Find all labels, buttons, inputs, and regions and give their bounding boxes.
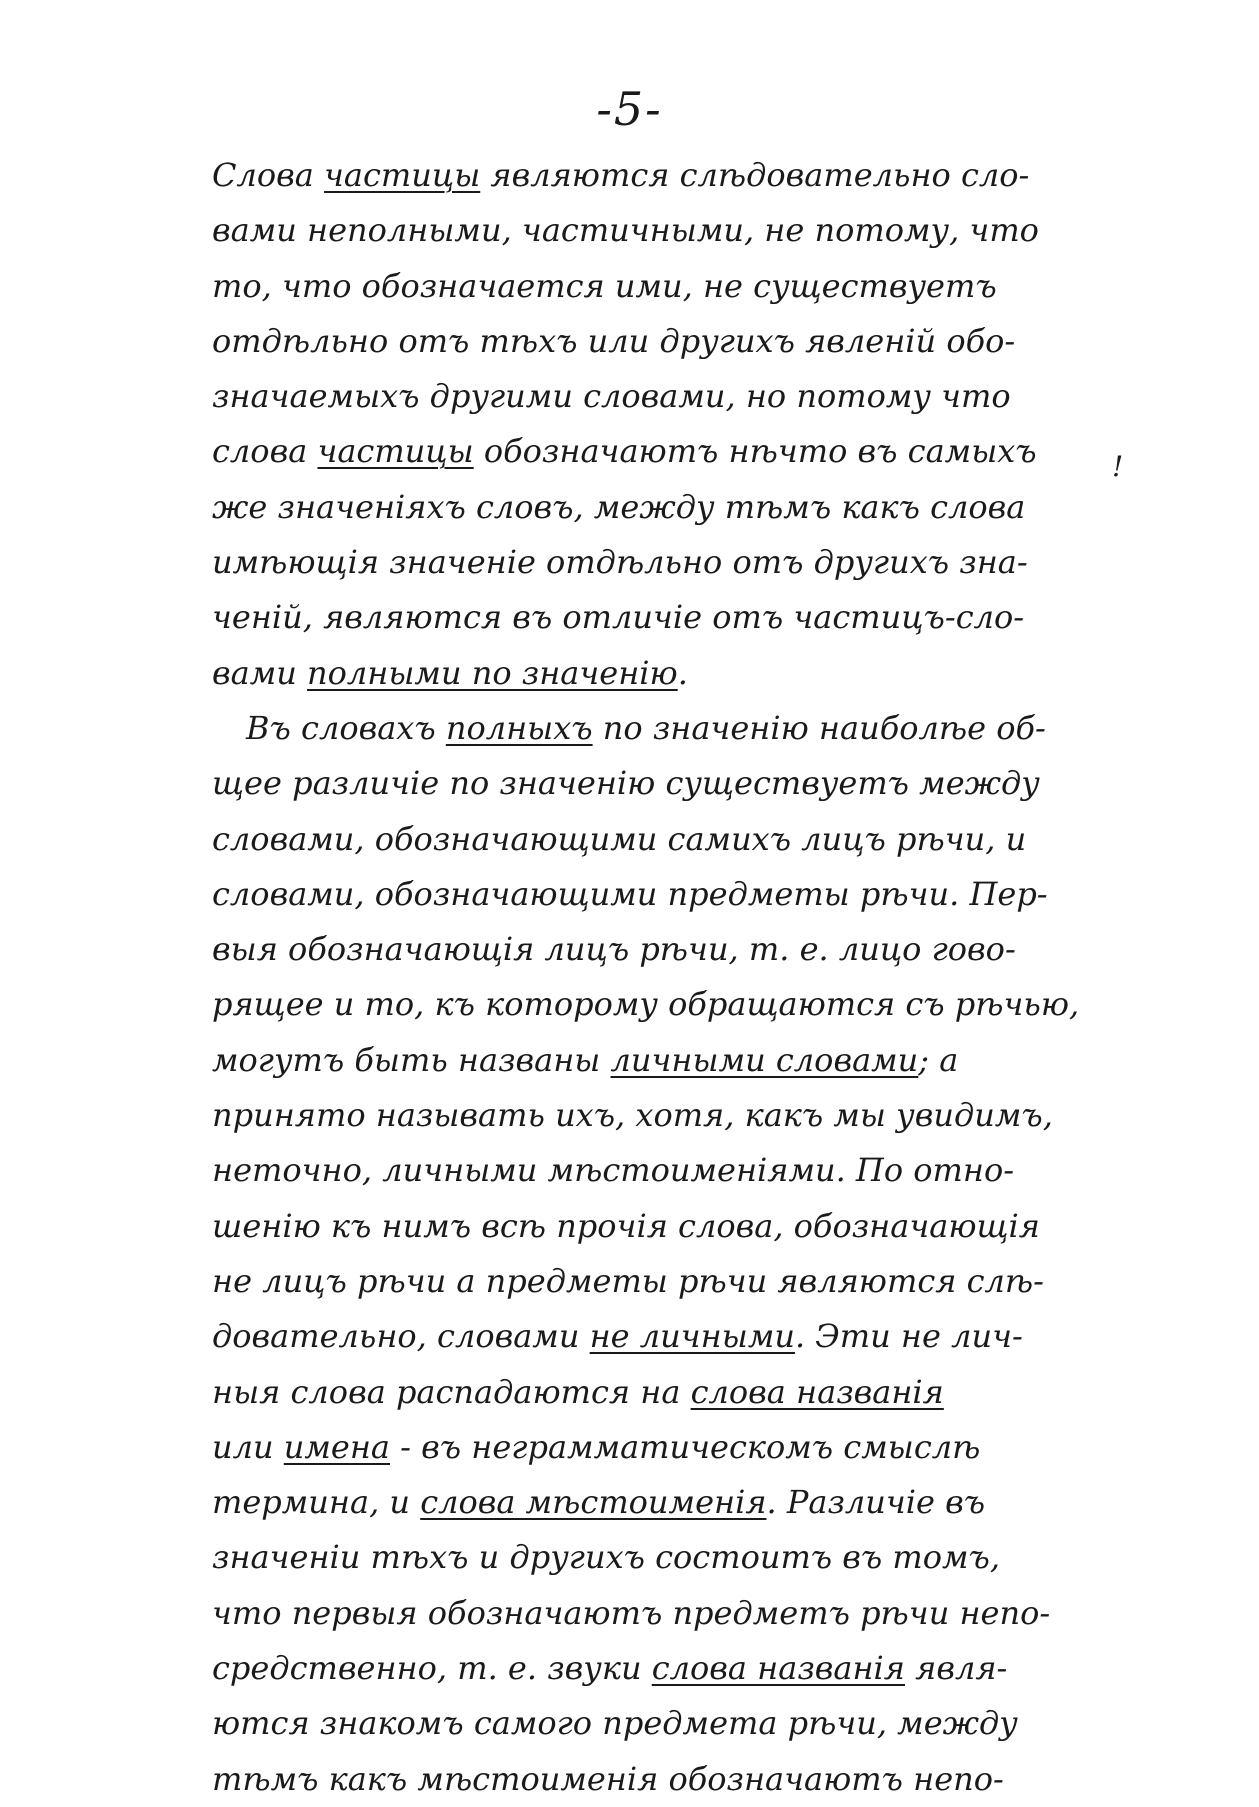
text-line — [212, 148, 1112, 203]
text-segment: слова — [212, 432, 318, 471]
text-segment: . — [677, 653, 688, 692]
text-segment: могутъ быть названы — [212, 1040, 611, 1079]
text-line — [212, 646, 1112, 701]
text-line — [212, 1586, 1112, 1641]
underlined-term: полными по значенію — [307, 653, 678, 692]
text-segment: щее различіе по значенію существуетъ между — [212, 764, 1040, 803]
text-segment: . Эти не лич- — [794, 1317, 1023, 1356]
underlined-term: слова названія — [690, 1372, 944, 1411]
text-line — [212, 1696, 1112, 1751]
underlined-term: частицы — [317, 432, 474, 471]
text-line — [212, 867, 1112, 922]
text-line — [212, 314, 1112, 369]
text-line — [212, 1365, 1112, 1420]
text-line — [212, 424, 1112, 479]
text-line — [212, 1254, 1112, 1309]
underlined-term: слова мѣстоименія — [420, 1483, 767, 1522]
text-line — [212, 1309, 1112, 1364]
text-line — [212, 480, 1112, 535]
margin-mark: ! — [1112, 450, 1124, 483]
underlined-term: слова названія — [651, 1649, 905, 1688]
text-line — [212, 701, 1112, 756]
page-number: -5- — [596, 82, 663, 136]
text-segment: рящее и то, къ которому обращаются съ рѣчью, — [212, 985, 1080, 1024]
text-line — [212, 1530, 1112, 1585]
text-line — [212, 812, 1112, 867]
text-segment: термина, и — [212, 1483, 421, 1522]
underlined-term: частицы — [324, 156, 481, 194]
handwritten-text-block — [212, 148, 1112, 1807]
text-segment: словами, обозначающими самихъ лицъ рѣчи, и — [212, 819, 1027, 858]
text-line — [212, 1420, 1112, 1475]
text-segment: значеніи тѣхъ и другихъ состоитъ въ томъ, — [212, 1538, 1001, 1577]
text-line — [212, 977, 1112, 1032]
text-segment: то, что обозначается ими, не существуетъ — [212, 266, 997, 305]
text-segment: . Различіе въ — [766, 1483, 986, 1522]
text-line — [212, 1475, 1112, 1530]
text-segment: средственно, т. е. звуки — [212, 1649, 652, 1688]
text-segment: же значеніяхъ словъ, между тѣмъ какъ слова — [212, 487, 1026, 526]
text-segment: явля- — [904, 1649, 1008, 1688]
text-line — [212, 203, 1112, 258]
text-segment: вами неполными, частичными, не потому, что — [212, 211, 1039, 250]
text-segment: ныя слова распадаются на — [212, 1372, 691, 1411]
text-segment: - въ неграмматическомъ смыслѣ — [390, 1427, 981, 1466]
text-segment: по значенію наиболѣе об- — [592, 708, 1046, 747]
text-line — [212, 535, 1112, 590]
underlined-term: не личными — [589, 1317, 795, 1356]
underlined-term: полныхъ — [445, 708, 593, 747]
text-line — [212, 369, 1112, 424]
text-segment: довательно, словами — [212, 1317, 590, 1356]
text-segment: отдѣльно отъ тѣхъ или другихъ явленій обо- — [212, 321, 1016, 360]
text-segment: что первыя обозначаютъ предметъ рѣчи непо- — [212, 1593, 1051, 1632]
text-segment: тѣмъ какъ мѣстоименія обозначаютъ непо- — [212, 1759, 1004, 1798]
text-segment: Въ словахъ — [246, 708, 446, 747]
text-segment: Слова — [212, 156, 324, 194]
text-segment: или — [212, 1427, 284, 1466]
text-line — [212, 1143, 1112, 1198]
underlined-term: имена — [283, 1427, 390, 1466]
text-segment: ; а — [918, 1040, 959, 1079]
text-line — [212, 590, 1112, 645]
text-segment: вами — [212, 653, 308, 692]
text-segment: не лицъ рѣчи а предметы рѣчи являются слѣ- — [212, 1261, 1044, 1300]
text-line — [212, 1088, 1112, 1143]
text-line — [212, 259, 1112, 314]
text-segment: неточно, личными мѣстоименіями. По отно- — [212, 1151, 1015, 1190]
text-segment: имѣющія значеніе отдѣльно отъ другихъ зна- — [212, 543, 1028, 582]
text-segment: принято называть ихъ, хотя, какъ мы увидимъ, — [212, 1096, 1053, 1135]
text-line — [212, 756, 1112, 811]
text-segment: ченій, являются въ отличіе отъ частицъ-сло- — [212, 598, 1025, 637]
text-line — [212, 1641, 1112, 1696]
underlined-term: личными словами — [610, 1040, 919, 1079]
text-segment: словами, обозначающими предметы рѣчи. Пер- — [212, 874, 1048, 913]
text-line — [212, 1199, 1112, 1254]
text-segment: ются знакомъ самого предмета рѣчи, между — [212, 1704, 1018, 1743]
text-line — [212, 1033, 1112, 1088]
text-segment: значаемыхъ другими словами, но потому что — [212, 377, 1011, 416]
text-segment: шенію къ нимъ всѣ прочія слова, обозначающія — [212, 1206, 1040, 1245]
text-segment: обозначаютъ нѣчто въ самыхъ — [473, 432, 1037, 471]
text-line — [212, 922, 1112, 977]
text-segment: выя обозначающія лицъ рѣчи, т. е. лицо гово- — [212, 930, 1016, 969]
text-segment: являются слѣдовательно сло- — [480, 156, 1030, 194]
text-line — [212, 1752, 1112, 1807]
